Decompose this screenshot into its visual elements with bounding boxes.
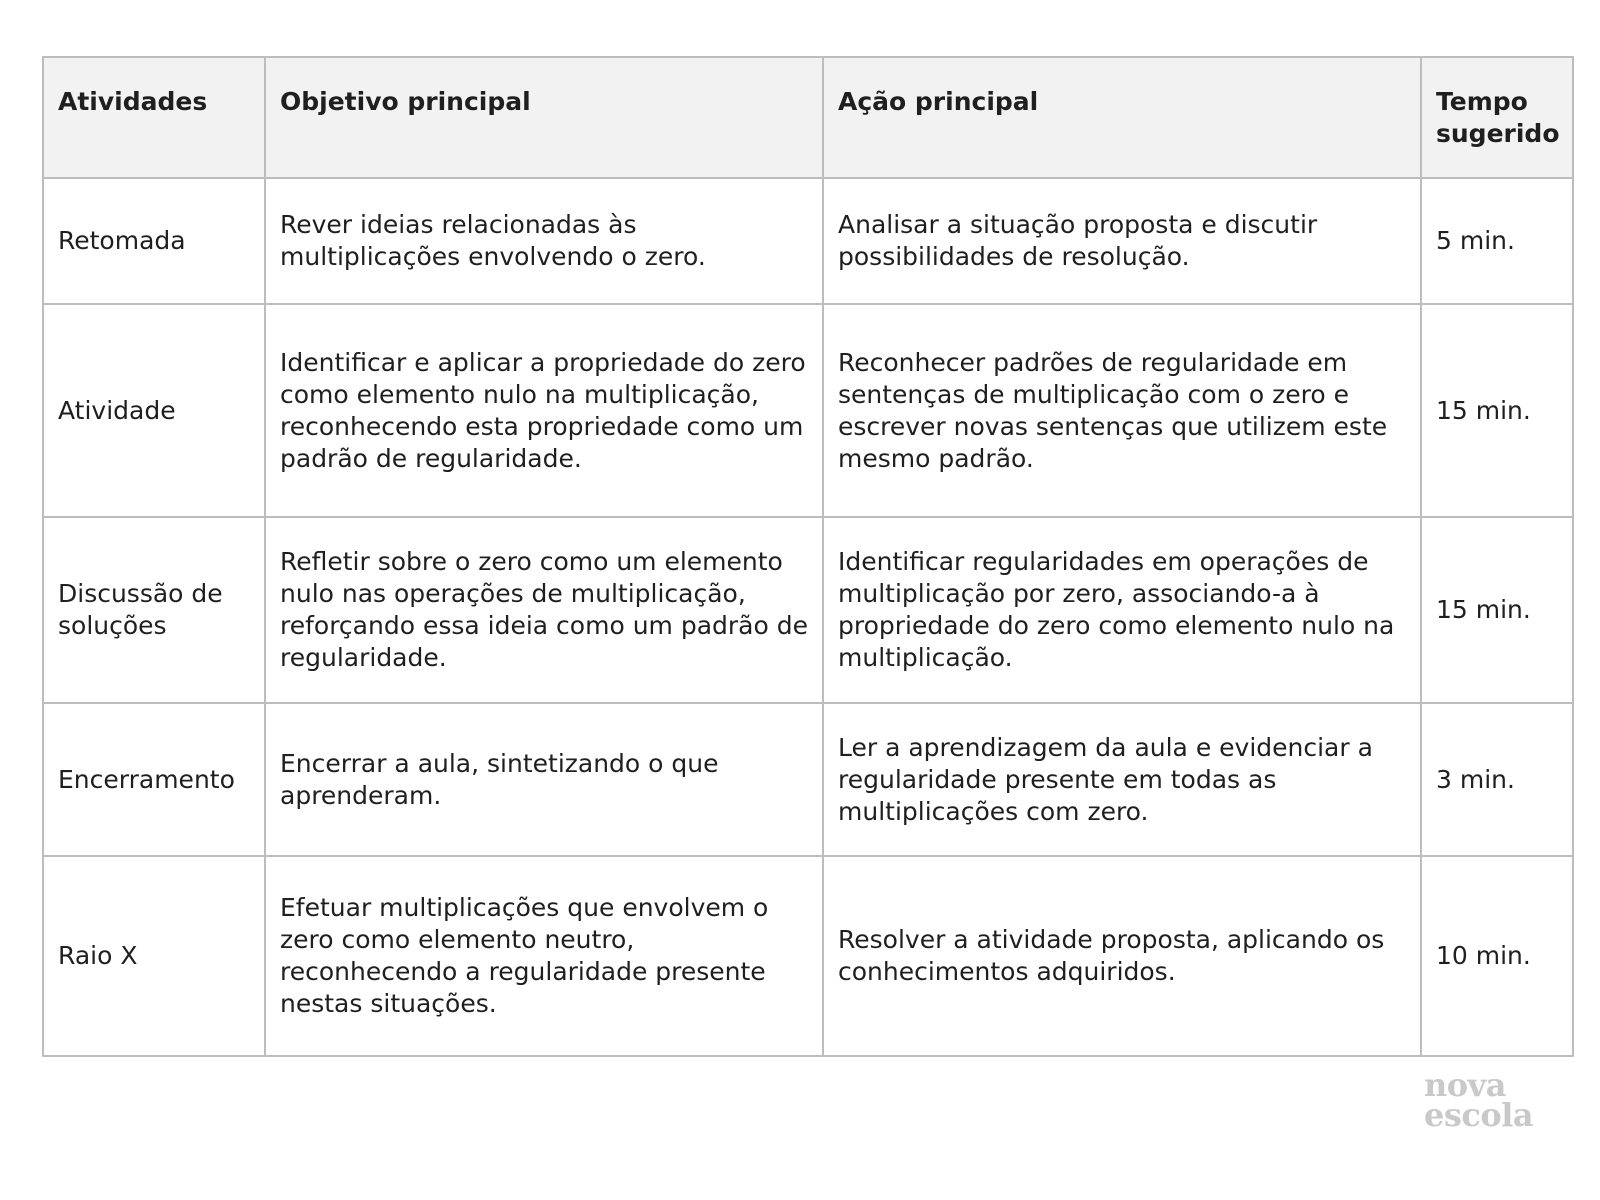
action-cell: Reconhecer padrões de regularidade em sentenças de multiplicação com o zero e escrever novas sentenças que utilizem este mesmo padrão.	[823, 304, 1421, 517]
header-action: Ação principal	[823, 57, 1421, 178]
table-header	[43, 57, 1573, 178]
time-cell: 10 min.	[1421, 856, 1573, 1056]
header-time: Tempo sugerido	[1421, 57, 1573, 178]
table-row	[43, 703, 1573, 856]
logo-line-nova: nova	[1424, 1066, 1506, 1104]
table-row	[43, 856, 1573, 1056]
objective-cell: Identificar e aplicar a propriedade do zero como elemento nulo na multiplicação, reconhecendo esta propriedade como um padrão de regularidade.	[265, 304, 823, 517]
time-cell: 15 min.	[1421, 304, 1573, 517]
activity-cell: Raio X	[43, 856, 265, 1056]
time-cell: 5 min.	[1421, 178, 1573, 304]
objective-cell: Rever ideias relacionadas às multiplicações envolvendo o zero.	[265, 178, 823, 304]
activity-cell: Encerramento	[43, 703, 265, 856]
table-row	[43, 304, 1573, 517]
table-row	[43, 517, 1573, 703]
activity-cell: Retomada	[43, 178, 265, 304]
objective-cell: Encerrar a aula, sintetizando o que aprenderam.	[265, 703, 823, 856]
lesson-plan-table	[42, 56, 1574, 1057]
time-cell: 15 min.	[1421, 517, 1573, 703]
objective-cell: Efetuar multiplicações que envolvem o zero como elemento neutro, reconhecendo a regularidade presente nestas situações.	[265, 856, 823, 1056]
activity-cell: Atividade	[43, 304, 265, 517]
header-activities: Atividades	[43, 57, 265, 178]
action-cell: Resolver a atividade proposta, aplicando os conhecimentos adquiridos.	[823, 856, 1421, 1056]
header-objective: Objetivo principal	[265, 57, 823, 178]
table-row	[43, 178, 1573, 304]
action-cell: Identificar regularidades em operações de multiplicação por zero, associando-a à propriedade do zero como elemento nulo na multiplicação.	[823, 517, 1421, 703]
header-row	[43, 57, 1573, 178]
action-cell: Ler a aprendizagem da aula e evidenciar a regularidade presente em todas as multiplicações com zero.	[823, 703, 1421, 856]
logo-line-escola: escola	[1424, 1096, 1534, 1134]
action-cell: Analisar a situação proposta e discutir possibilidades de resolução.	[823, 178, 1421, 304]
nova-escola-logo	[1424, 1066, 1534, 1134]
activity-cell: Discussão de soluções	[43, 517, 265, 703]
objective-cell: Refletir sobre o zero como um elemento nulo nas operações de multiplicação, reforçando essa ideia como um padrão de regularidade.	[265, 517, 823, 703]
table-body	[43, 178, 1573, 1056]
time-cell: 3 min.	[1421, 703, 1573, 856]
